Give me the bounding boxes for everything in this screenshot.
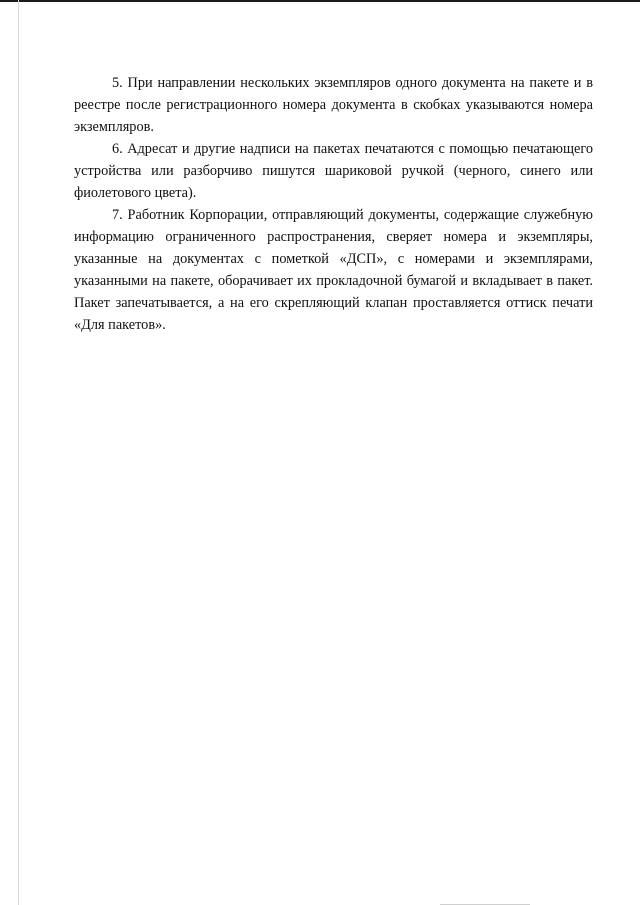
document-body — [74, 72, 593, 336]
scan-edge-left — [18, 0, 19, 905]
paragraph-7: 7. Работник Корпорации, отправляющий документы, содержащие служебную информацию ограниченного распространения, сверяет номера и экземпляры, указанные на документах с пометкой «ДСП», с номерами и экземплярами, указанными на пакете, оборачивает их прокладочной бумагой и вкладывает в пакет. Пакет запечатывается, а на его скрепляющий клапан проставляется оттиск печати «Для пакетов». — [74, 207, 593, 333]
paragraph-5: 5. При направлении нескольких экземпляров одного документа на пакете и в реестре после регистрационного номера документа в скобках указываются номера экземпляров. — [74, 75, 593, 135]
paragraph-6: 6. Адресат и другие надписи на пакетах печатаются с помощью печатающего устройства или разборчиво пишутся шариковой ручкой (черного, синего или фиолетового цвета). — [74, 141, 593, 201]
scan-edge-top — [0, 0, 640, 2]
